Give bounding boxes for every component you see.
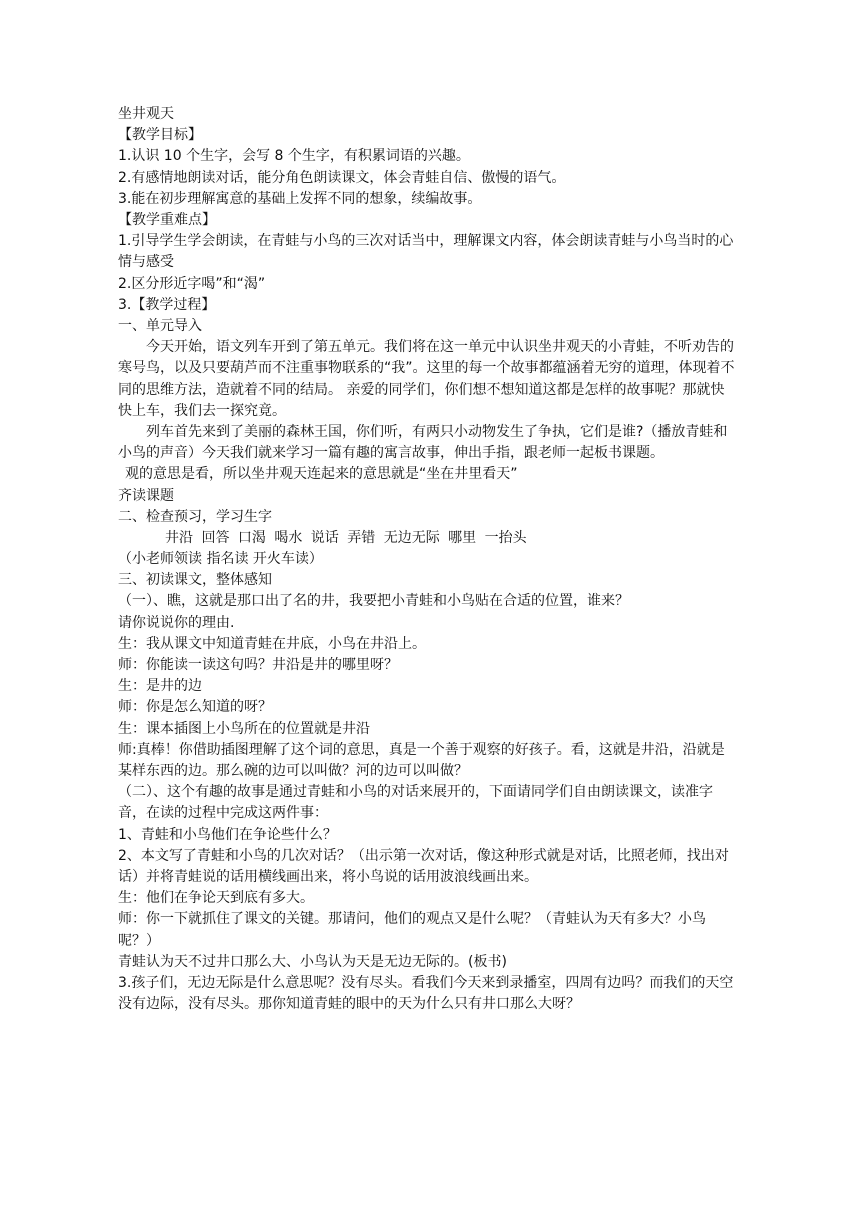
dialogue-line: 生：我从课文中知道青蛙在井底，小鸟在井沿上。 xyxy=(118,635,426,652)
paragraph: 观的意思是看，所以坐井观天连起来的意思就是“坐在井里看天” xyxy=(125,466,518,483)
key-point-item: 2.区分形近字喝”和“渴” xyxy=(118,275,266,292)
section-heading: 三、初读课文，整体感知 xyxy=(118,572,272,589)
dialogue-line: 生：课本插图上小鸟所在的位置就是井沿 xyxy=(118,720,370,737)
dialogue-line: 师：你是怎么知道的呀？ xyxy=(118,699,272,716)
dialogue-line: 师:真棒！你借助插图理解了这个词的意思，真是一个善于观察的好孩子。看，这就是井沿，沿就是某样东西的边。那么碗的边可以叫做？河的边可以叫做？ xyxy=(118,741,725,779)
dialogue-line: （一）、瞧，这就是那口出了名的井，我要把小青蛙和小鸟贴在合适的位置，谁来？ xyxy=(118,593,629,610)
paragraph: 列车首先来到了美丽的森林王国，你们听，有两只小动物发生了争执，它们是谁?（播放青蛙和小鸟的声音）今天我们就来学习一篇有趣的寓言故事，伸出手指，跟老师一起板书课题。 xyxy=(118,423,728,462)
question-item: 1、青蛙和小鸟他们在争论些什么？ xyxy=(118,826,337,843)
dialogue-line: 请你说说你的理由. xyxy=(118,614,235,631)
dialogue-line: 生：他们在争论天到底有多大。 xyxy=(118,890,314,907)
paragraph: 今天开始，语文列车开到了第五单元。我们将在这一单元中认识坐井观天的小青蛙，不听劝告的寒号鸟，以及只要葫芦而不注重事物联系的“我”。这里的每一个故事都蕴涵着无穷的道理，体现着不同的思维方法，造就着不同的结局。 亲爱的同学们，你们想不想知道这都是怎样的故事呢？那就快快上车，我们去一探究竟。 xyxy=(118,339,735,419)
question-item: 3.孩子们，无边无际是什么意思呢？没有尽头。看我们今天来到录播室，四周有边吗？而我们的天空没有边际，没有尽头。那你知道青蛙的眼中的天为什么只有井口那么大呀？ xyxy=(118,974,734,1013)
key-points-heading: 【教学重难点】 xyxy=(118,211,216,228)
process-heading: 3.【教学过程】 xyxy=(118,296,216,313)
paragraph: 齐读课题 xyxy=(118,487,174,504)
document-title: 坐井观天 xyxy=(118,106,174,122)
dialogue-line: 师：你能读一读这句吗？井沿是井的哪里呀？ xyxy=(118,657,398,673)
objective-item: 1.认识 10 个生字，会写 8 个生字，有积累词语的兴趣。 xyxy=(118,148,470,165)
section-heading: 一、单元导入 xyxy=(118,317,202,334)
dialogue-line: 生：是井的边 xyxy=(118,678,202,695)
board-note: 青蛙认为天不过井口那么大、小鸟认为天是无边无际的。(板书) xyxy=(118,953,507,970)
section-heading: 二、检查预习，学习生字 xyxy=(118,508,272,525)
vocabulary-list: 井沿 回答 口渴 喝水 说话 弄错 无边无际 哪里 一抬头 xyxy=(165,529,527,546)
objective-item: 2.有感情地朗读对话，能分角色朗读课文，体会青蛙自信、傲慢的语气。 xyxy=(118,169,566,186)
dialogue-line: 师：你一下就抓住了课文的关键。那请问，他们的观点又是什么呢？（青蛙认为天有多大？小鸟呢？） xyxy=(118,911,706,949)
paragraph: （二）、这个有趣的故事是通过青蛙和小鸟的对话来展开的，下面请同学们自由朗读课文，读准字音，在读的过程中完成这两件事： xyxy=(118,784,713,822)
document-page xyxy=(118,104,738,1015)
objectives-heading: 【教学目标】 xyxy=(118,127,202,144)
reading-methods: （小老师领读 指名读 开火车读） xyxy=(118,551,323,568)
question-item: 2、本文写了青蛙和小鸟的几次对话？（出示第一次对话，像这种形式就是对话，比照老师，找出对话）并将青蛙说的话用横线画出来，将小鸟说的话用波浪线画出来。 xyxy=(118,847,729,885)
objective-item: 3.能在初步理解寓意的基础上发挥不同的想象，续编故事。 xyxy=(118,190,482,207)
key-point-item: 1.引导学生学会朗读，在青蛙与小鸟的三次对话当中，理解课文内容，体会朗读青蛙与小鸟当时的心情与感受 xyxy=(118,233,734,271)
